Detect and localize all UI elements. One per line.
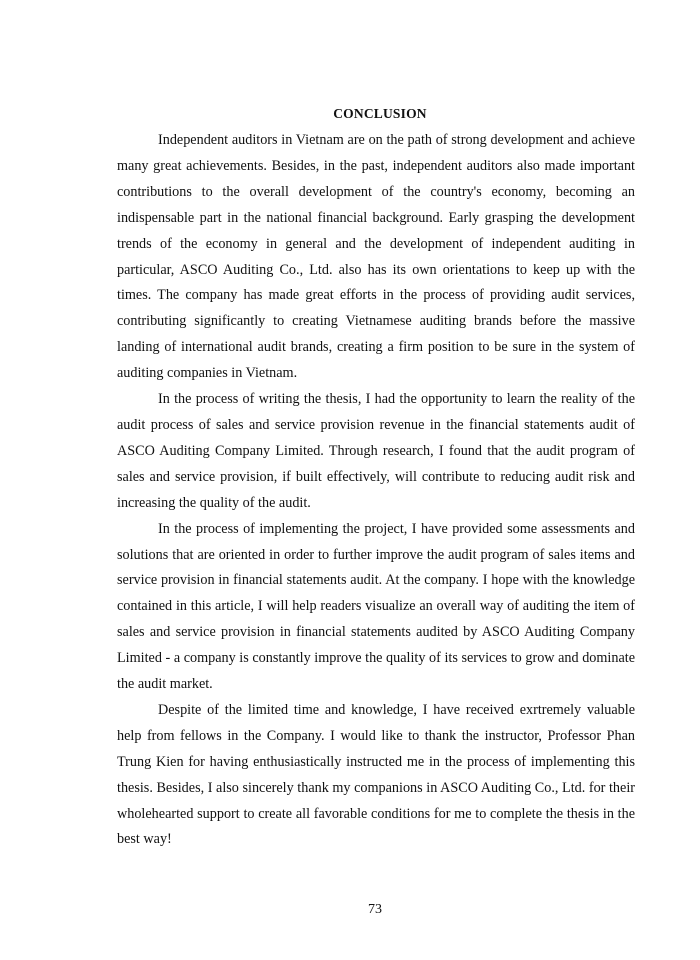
section-title: CONCLUSION	[333, 106, 427, 121]
paragraph-1: Independent auditors in Vietnam are on the path of strong development and achieve many great achievements. Besides, in the past, independent auditors also made important contributions to the overall development of the country's economy, becoming an indispensable part in the national financial background. Early grasping the development trends of the economy in general and the development of independent auditing in particular, ASCO Auditing Co., Ltd. also has its own orientations to keep up with the times. The company has made great efforts in the process of providing audit services, contributing significantly to creating Vietnamese auditing brands before the massive landing of international audit brands, creating a firm position to be sure in the system of auditing companies in Vietnam.	[117, 132, 635, 382]
paragraph-3: In the process of implementing the project, I have provided some assessments and solutions that are oriented in order to further improve the audit program of sales items and service provision in financial statements audit. At the company. I hope with the knowledge contained in this article, I will help readers visualize an overall way of auditing the item of sales and service provision in financial statements audited by ASCO Auditing Company Limited - a company is constantly improve the quality of its services to grow and dominate the audit market.	[117, 520, 635, 693]
paragraph-2: In the process of writing the thesis, I had the opportunity to learn the reality of the audit process of sales and service provision revenue in the financial statements audit of ASCO Auditing Company Limited. Through research, I found that the audit program of sales and service provision, if built effectively, will contribute to reducing audit risk and increasing the quality of the audit.	[117, 391, 635, 511]
page-number: 73	[368, 902, 382, 917]
body-text	[117, 128, 635, 853]
paragraph-4: Despite of the limited time and knowledge, I have received exrtremely valuable help from fellows in the Company. I would like to thank the instructor, Professor Phan Trung Kien for having enthusiastically instructed me in the process of implementing this thesis. Besides, I also sincerely thank my companions in ASCO Auditing Co., Ltd. for their wholehearted support to create all favorable conditions for me to complete the thesis in the best way!	[117, 701, 635, 848]
